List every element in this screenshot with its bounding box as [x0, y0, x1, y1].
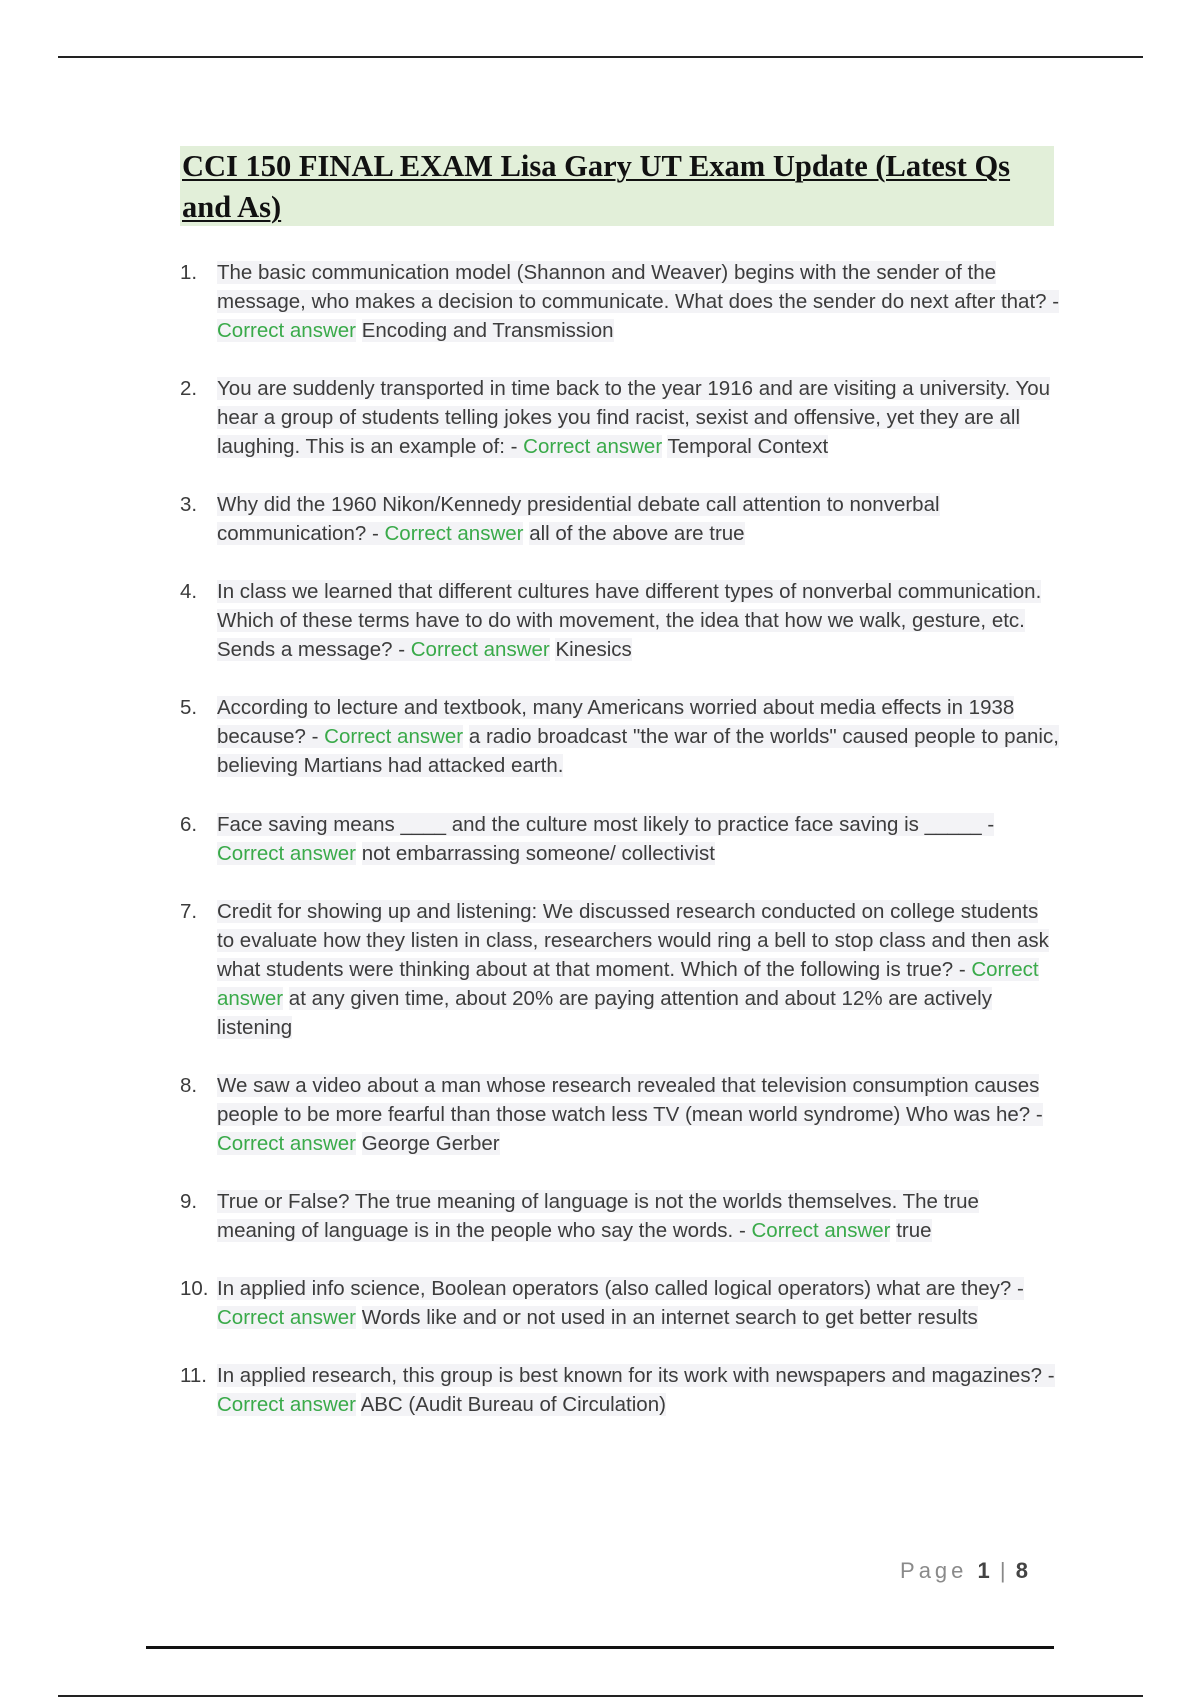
question-text: In applied research, this group is best known for its work with newspapers and magazines?	[217, 1364, 1042, 1387]
qa-item	[180, 577, 1060, 664]
item-number: 10.	[180, 1277, 209, 1300]
answer-separator: -	[981, 813, 995, 836]
footer-rule	[146, 1646, 1054, 1649]
item-number: 11.	[180, 1364, 207, 1387]
correct-answer-label: Correct answer	[217, 958, 1039, 1010]
question-text: Credit for showing up and listening: We discussed research conducted on college students to evaluate how they listen in class, researchers would ring a bell to stop class and then ask what students were thinking about at that moment. Which of the following is true?	[217, 900, 1049, 981]
question-text: In applied info science, Boolean operators (also called logical operators) what are they?	[217, 1277, 1012, 1300]
item-number: 6.	[180, 813, 198, 836]
correct-answer-label: Correct answer	[324, 725, 464, 748]
answer-text: George Gerber	[361, 1132, 500, 1155]
item-number: 5.	[180, 696, 198, 719]
page-divider: |	[999, 1558, 1006, 1583]
qa-item	[180, 490, 1060, 548]
correct-answer-label: Correct answer	[410, 638, 550, 661]
answer-text: Temporal Context	[667, 435, 829, 458]
answer-text: Kinesics	[555, 638, 632, 661]
answer-text: not embarrassing someone/ collectivist	[361, 842, 715, 865]
answer-separator: -	[953, 958, 972, 981]
answer-separator: -	[1030, 1103, 1043, 1126]
page-number	[900, 1558, 1028, 1584]
question-text: According to lecture and textbook, many Americans worried about media effects in 1938 because?	[217, 696, 1015, 748]
question-text: The basic communication model (Shannon and Weaver) begins with the sender of the message, who makes a decision to communicate. What does the sender do next after that?	[217, 261, 1047, 313]
answer-separator: -	[504, 435, 524, 458]
current-page: 1	[977, 1558, 990, 1583]
question-text: We saw a video about a man whose research revealed that television consumption causes people to be more fearful than those watch less TV (mean world syndrome) Who was he?	[217, 1074, 1040, 1126]
correct-answer-label: Correct answer	[217, 1132, 356, 1155]
correct-answer-label: Correct answer	[751, 1219, 891, 1242]
correct-answer-label: Correct answer	[523, 435, 663, 458]
answer-separator: -	[392, 638, 411, 661]
answer-text: ABC (Audit Bureau of Circulation)	[360, 1393, 666, 1416]
answer-text: Encoding and Transmission	[361, 319, 614, 342]
item-number: 4.	[180, 580, 198, 603]
answer-separator: -	[305, 725, 325, 748]
correct-answer-label: Correct answer	[384, 522, 524, 545]
qa-item	[180, 897, 1060, 1042]
answer-separator: -	[366, 522, 385, 545]
item-number: 2.	[180, 377, 198, 400]
item-number: 7.	[180, 900, 198, 923]
correct-answer-label: Correct answer	[217, 319, 356, 342]
qa-item	[180, 1274, 1060, 1332]
question-text: You are suddenly transported in time back to the year 1916 and are visiting a university. You hear a group of students telling jokes you find racist, sexist and offensive, yet they are all laughing. This is an example of:	[217, 377, 1051, 458]
answer-separator: -	[1042, 1364, 1055, 1387]
title-banner	[180, 146, 1054, 226]
item-number: 3.	[180, 493, 198, 516]
question-text: Face saving means ____ and the culture most likely to practice face saving is _____	[217, 813, 982, 836]
answer-separator: -	[733, 1219, 752, 1242]
answer-text: a radio broadcast "the war of the worlds" caused people to panic, believing Martians had attacked earth.	[217, 725, 1059, 777]
question-list	[180, 258, 1060, 1419]
item-number: 8.	[180, 1074, 198, 1097]
answer-text: Words like and or not used in an internet search to get better results	[361, 1306, 978, 1329]
total-pages: 8	[1015, 1558, 1028, 1583]
qa-item	[180, 1361, 1060, 1419]
correct-answer-label: Correct answer	[217, 1393, 356, 1416]
question-text: Why did the 1960 Nikon/Kennedy presidential debate call attention to nonverbal communication?	[217, 493, 940, 545]
answer-text: all of the above are true	[529, 522, 745, 545]
answer-text: at any given time, about 20% are paying attention and about 12% are actively listening	[217, 987, 992, 1039]
page-word: Page	[900, 1558, 968, 1583]
answer-text: true	[896, 1219, 932, 1242]
qa-item	[180, 693, 1060, 780]
document-title: CCI 150 FINAL EXAM Lisa Gary UT Exam Update (Latest Qs and As)	[182, 149, 1011, 224]
qa-item	[180, 374, 1060, 461]
item-number: 9.	[180, 1190, 198, 1213]
qa-item	[180, 258, 1060, 345]
answer-separator: -	[1046, 290, 1060, 313]
correct-answer-label: Correct answer	[217, 1306, 356, 1329]
answer-separator: -	[1011, 1277, 1024, 1300]
qa-item	[180, 1071, 1060, 1158]
question-text: In class we learned that different cultures have different types of nonverbal communication. Which of these terms have to do with movement, the idea that how we walk, gesture, etc. Sends a message?	[217, 580, 1042, 661]
header-rule	[58, 56, 1143, 58]
correct-answer-label: Correct answer	[217, 842, 356, 865]
qa-item	[180, 810, 1060, 868]
item-number: 1.	[180, 261, 198, 284]
page-bottom-rule	[58, 1695, 1143, 1697]
question-text: True or False? The true meaning of language is not the worlds themselves. The true meaning of language is in the people who say the words.	[217, 1190, 979, 1242]
qa-item	[180, 1187, 1060, 1245]
